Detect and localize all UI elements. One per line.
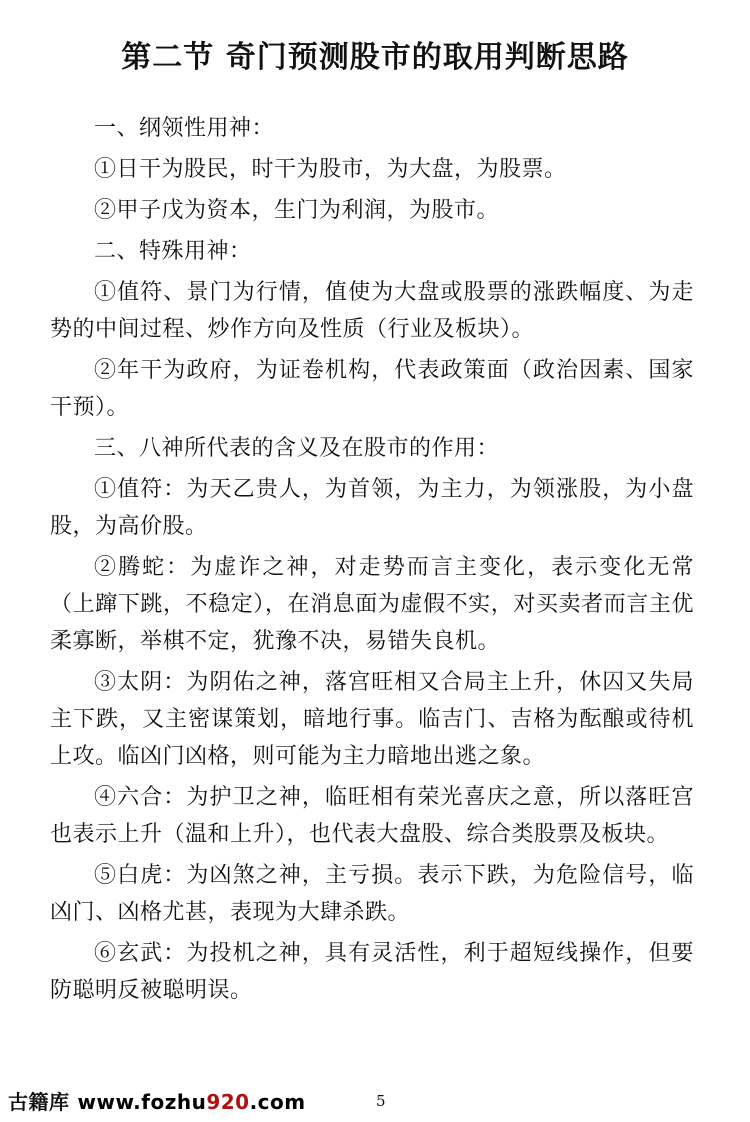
paragraph: ⑥玄武：为投机之神，具有灵活性，利于超短线操作，但要防聪明反被聪明误。 bbox=[50, 941, 694, 1003]
footer-url-number: 920 bbox=[206, 1090, 250, 1114]
paragraph: ①值符：为天乙贵人，为首领，为主力，为领涨股，为小盘股，为高价股。 bbox=[50, 477, 694, 539]
paragraph: ④六合：为护卫之神，临旺相有荣光喜庆之意，所以落旺宫也表示上升（温和上升），也代表大盘股、综合类股票及板块。 bbox=[50, 785, 694, 847]
footer-watermark bbox=[8, 1086, 306, 1115]
paragraph: ②年干为政府，为证卷机构，代表政策面（政治因素、国家干预）。 bbox=[50, 358, 694, 420]
paragraph: ③太阴：为阴佑之神，落宫旺相又合局主上升，休囚又失局主下跌，又主密谋策划，暗地行事。临吉门、吉格为酝酿或待机上攻。临凶门凶格，则可能为主力暗地出逃之象。 bbox=[50, 670, 694, 769]
paragraph: ①值符、景门为行情，值使为大盘或股票的涨跌幅度、为走势的中间过程、炒作方向及性质（行业及板块）。 bbox=[50, 280, 694, 342]
paragraph: ②甲子戊为资本，生门为利润，为股市。 bbox=[94, 198, 500, 223]
footer-url-prefix: www.fozhu bbox=[77, 1090, 207, 1114]
section-title: 第二节 奇门预测股市的取用判断思路 bbox=[121, 40, 629, 75]
heading-special-shen: 二、特殊用神： bbox=[94, 239, 252, 264]
heading-outline-shen: 一、纲领性用神： bbox=[94, 116, 275, 141]
footer-brand: 古籍库 bbox=[8, 1090, 70, 1114]
paragraph: ⑤白虎：为凶煞之神，主亏损。表示下跌，为危险信号，临凶门、凶格尤甚，表现为大肆杀跌。 bbox=[50, 863, 694, 925]
paragraph: ①日干为股民，时干为股市，为大盘，为股票。 bbox=[94, 157, 567, 182]
paragraph: ②腾蛇：为虚诈之神，对走势而言主变化，表示变化无常（上蹿下跳，不稳定），在消息面为虚假不实，对买卖者而言主优柔寡断，举棋不定，犹豫不决，易错失良机。 bbox=[50, 555, 694, 654]
document-body bbox=[50, 110, 694, 1009]
heading-eight-gods: 三、八神所代表的含义及在股市的作用： bbox=[94, 436, 500, 461]
footer-url-suffix: .com bbox=[249, 1090, 306, 1114]
page-number: 5 bbox=[376, 1092, 386, 1110]
